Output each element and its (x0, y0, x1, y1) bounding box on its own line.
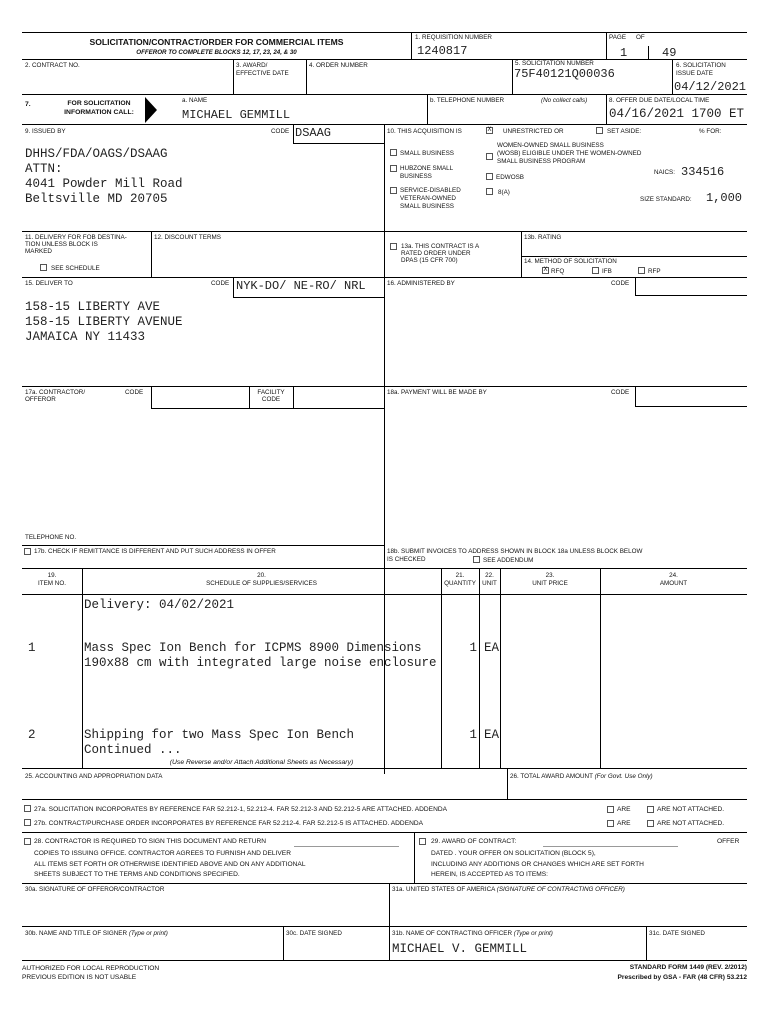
reverse-note: (Use Reverse and/or Attach Additional Sheets as Necessary) (169, 759, 354, 766)
see-addendum-label: SEE ADDENDUM (483, 557, 534, 564)
29-body: DATED . YOUR OFFER ON SOLICITATION (BLOCK 5), INCLUDING ANY ADDITIONS OR CHANGES WHICH ARE SET FORTH HEREIN, IS ACCEPTED AS TO ITEMS: (431, 850, 644, 879)
deliver-code-label: CODE (211, 280, 230, 287)
28-body: COPIES TO ISSUING OFFICE. CONTRACTOR AGREES TO FURNISH AND DELIVER ALL ITEMS SET FORTH OR OTHERWISE IDENTIFIED ABOVE AND ON ANY ADDITIONAL SHEETS SUBJECT TO THE TERMS AND CONDITIONS SPECIFIED. (34, 850, 306, 879)
solicitation-number-label: 5. SOLICITATION NUMBER (515, 60, 594, 67)
solicitation-issue-date[interactable]: 04/12/2021 (674, 80, 747, 94)
contractor-code-label: CODE (125, 389, 144, 396)
29-offer-label: OFFER (717, 838, 740, 845)
unrestricted-label: UNRESTRICTED OR (503, 128, 564, 135)
27b-are-label: ARE (617, 820, 631, 827)
contracting-officer-name[interactable]: MICHAEL V. GEMMILL (392, 942, 528, 956)
signature-31a-label: 31a. UNITED STATES OF AMERICA (SIGNATURE OF CONTRACTING OFFICER) (392, 886, 625, 893)
rfp-label: RFP (648, 268, 661, 275)
hubzone-checkbox[interactable] (390, 165, 397, 172)
small-business-checkbox[interactable] (390, 149, 397, 156)
27a-label: 27a. SOLICITATION INCORPORATES BY REFERENCE FAR 52.212-1, 52.212-4. FAR 52.212-3 AND 52.212-5 ARE ATTACHED. ADDENDA (34, 806, 447, 813)
date-31c-label: 31c. DATE SIGNED (649, 930, 705, 937)
issued-code[interactable]: DSAAG (295, 126, 332, 140)
requisition-number[interactable]: 1240817 (417, 44, 468, 58)
item-number: 2 (28, 728, 36, 742)
item-description: Shipping for two Mass Spec Ion Bench Continued ... (84, 728, 355, 757)
eight-a-checkbox[interactable] (486, 188, 493, 195)
item-unit: EA (484, 728, 500, 742)
block7-number: 7. (25, 101, 31, 108)
see-schedule-label: SEE SCHEDULE (51, 265, 100, 272)
27a-are-label: ARE (617, 806, 631, 813)
set-aside-label: SET ASIDE: (607, 128, 642, 135)
percent-for-label: % FOR: (699, 128, 722, 135)
invoice-label: 18b. SUBMIT INVOICES TO ADDRESS SHOWN IN BLOCK 18a UNLESS BLOCK BELOW IS CHECKED (387, 548, 643, 563)
acquisition-label: 10. THIS ACQUISITION IS (387, 128, 462, 135)
form-number: STANDARD FORM 1449 (REV. 2/2012) (629, 964, 747, 971)
delivery-date: Delivery: 04/02/2021 (84, 598, 235, 612)
remittance-label: 17b. CHECK IF REMITTANCE IS DIFFERENT AND PUT SUCH ADDRESS IN OFFER (34, 548, 276, 555)
form-subtitle: OFFEROR TO COMPLETE BLOCKS 12, 17, 23, 24, & 30 (136, 49, 297, 56)
telephone-no-label: TELEPHONE NO. (25, 534, 77, 541)
item-unit: EA (484, 641, 500, 655)
27a-are-not-label: ARE NOT ATTACHED. (657, 806, 725, 813)
page-label: PAGE (609, 34, 627, 41)
name-31b-label: 31b. NAME OF CONTRACTING OFFICER (Type or print) (392, 930, 553, 937)
ifb-label: IFB (602, 268, 612, 275)
sdvosb-label: SERVICE-DISABLED VETERAN-OWNED SMALL BUSINESS (400, 187, 461, 211)
naics-code[interactable]: 334516 (681, 165, 725, 179)
27b-are-not-checkbox[interactable] (647, 820, 654, 827)
29-label: 29. AWARD OF CONTRACT: (431, 838, 517, 845)
schedule-header: 20. SCHEDULE OF SUPPLIES/SERVICES (206, 572, 317, 588)
see-addendum-checkbox[interactable] (473, 556, 480, 563)
28-checkbox[interactable] (24, 838, 31, 845)
item-quantity: 1 (469, 641, 477, 655)
page-total: 49 (662, 46, 677, 60)
payment-code-label: CODE (611, 389, 630, 396)
rfp-checkbox[interactable] (638, 267, 645, 274)
hubzone-label: HUBZONE SMALL BUSINESS (400, 165, 454, 181)
form-title: SOLICITATION/CONTRACT/ORDER FOR COMMERCIAL ITEMS (89, 37, 344, 47)
signature-30a-label: 30a. SIGNATURE OF OFFEROR/CONTRACTOR (25, 886, 165, 893)
edwosb-label: EDWOSB (496, 174, 524, 181)
wosb-checkbox[interactable] (486, 153, 493, 160)
payment-label: 18a. PAYMENT WILL BE MADE BY (387, 389, 487, 396)
29-checkbox[interactable] (419, 838, 426, 845)
contact-name[interactable]: MICHAEL GEMMILL (182, 108, 291, 122)
issued-by-label: 9. ISSUED BY (25, 128, 66, 135)
size-standard-label: SIZE STANDARD: (640, 196, 692, 203)
set-aside-checkbox[interactable] (596, 127, 603, 134)
of-label: OF (636, 34, 645, 41)
item-number: 1 (28, 641, 36, 655)
small-business-label: SMALL BUSINESS (400, 150, 455, 157)
name-30b-label: 30b. NAME AND TITLE OF SIGNER (Type or print) (25, 930, 168, 937)
no-collect-calls-note: (No collect calls) (541, 97, 588, 104)
administered-code-label: CODE (611, 280, 630, 287)
total-award-label: 26. TOTAL AWARD AMOUNT (For Govt. Use Only) (510, 773, 653, 780)
edwosb-checkbox[interactable] (486, 173, 493, 180)
27b-are-not-label: ARE NOT ATTACHED. (657, 820, 725, 827)
rated-order-label: 13a. THIS CONTRACT IS A RATED ORDER UNDER DPAS (15 CFR 700) (401, 243, 480, 265)
item-no-header: 19. ITEM NO. (38, 572, 66, 588)
ifb-checkbox[interactable] (592, 267, 599, 274)
27b-label: 27b. CONTRACT/PURCHASE ORDER INCORPORATES BY REFERENCE FAR 52.212-4. FAR 52.212-5 IS ATTACHED. ADDENDA (34, 820, 424, 827)
arrow-right-icon (145, 97, 157, 123)
issued-code-label: CODE (271, 128, 290, 135)
page-number: 1 (620, 46, 628, 60)
telephone-label: b. TELEPHONE NUMBER (430, 97, 505, 104)
method-label: 14. METHOD OF SOLICITATION (524, 258, 617, 265)
deliver-code[interactable]: NYK-DO/ NE-RO/ NRL (236, 279, 366, 293)
unit-header: 22. UNIT (482, 572, 497, 588)
facility-code-label: FACILITY CODE (257, 389, 285, 404)
solicitation-info-label: FOR SOLICITATION INFORMATION CALL: (64, 100, 134, 116)
offer-due-date[interactable]: 04/16/2021 1700 ET (609, 107, 745, 121)
offer-due-label: 8. OFFER DUE DATE/LOCAL TIME (609, 97, 710, 104)
item-quantity: 1 (469, 728, 477, 742)
quantity-header: 21. QUANTITY (444, 572, 476, 588)
unrestricted-checkbox[interactable]: X (487, 127, 492, 133)
discount-terms-label: 12. DISCOUNT TERMS (154, 234, 221, 241)
sdvosb-checkbox[interactable] (390, 187, 397, 194)
27a-are-checkbox[interactable] (607, 806, 614, 813)
27a-checkbox[interactable] (24, 805, 31, 812)
amount-header: 24. AMOUNT (659, 572, 688, 588)
prescribed-by: Prescribed by GSA - FAR (48 CFR) 53.212 (617, 974, 747, 981)
fob-delivery-label: 11. DELIVERY FOR FOB DESTINA- TION UNLESS BLOCK IS MARKED (25, 234, 127, 256)
size-standard[interactable]: 1,000 (706, 191, 743, 205)
contact-name-label: a. NAME (182, 97, 208, 104)
contract-no-label: 2. CONTRACT NO. (25, 62, 80, 69)
contractor-label: 17a. CONTRACTOR/ OFFEROR (25, 389, 86, 404)
award-date-label: 3. AWARD/ EFFECTIVE DATE (236, 62, 289, 78)
solicitation-date-label: 6. SOLICITATION ISSUE DATE (676, 62, 726, 78)
rfq-label: RFQ (551, 268, 565, 275)
accounting-label: 25. ACCOUNTING AND APPROPRIATION DATA (25, 773, 163, 780)
naics-label: NAICS: (654, 169, 675, 176)
date-30c-label: 30c. DATE SIGNED (286, 930, 342, 937)
28-label: 28. CONTRACTOR IS REQUIRED TO SIGN THIS DOCUMENT AND RETURN (34, 838, 267, 845)
item-description: Mass Spec Ion Bench for ICPMS 8900 Dimensions 190x88 cm with integrated large noise enclosure (84, 641, 437, 670)
order-number-label: 4. ORDER NUMBER (309, 62, 368, 69)
requisition-label: 1. REQUISITION NUMBER (415, 34, 492, 41)
rfq-checkbox[interactable]: X (543, 267, 548, 273)
27b-are-checkbox[interactable] (607, 820, 614, 827)
27b-checkbox[interactable] (24, 819, 31, 826)
deliver-to-address: 158-15 LIBERTY AVE 158-15 LIBERTY AVENUE JAMAICA NY 11433 (25, 300, 183, 344)
footer-left: AUTHORIZED FOR LOCAL REPRODUCTION PREVIOUS EDITION IS NOT USABLE (22, 965, 160, 982)
remittance-checkbox[interactable] (24, 548, 31, 555)
27a-are-not-checkbox[interactable] (647, 806, 654, 813)
deliver-to-label: 15. DELIVER TO (25, 280, 73, 287)
issued-by-address: DHHS/FDA/OAGS/DSAAG ATTN: 4041 Powder Mill Road Beltsville MD 20705 (25, 147, 183, 206)
rating-label: 13b. RATING (524, 234, 562, 241)
see-schedule-checkbox[interactable] (40, 264, 47, 271)
wosb-label: WOMEN-OWNED SMALL BUSINESS (WOSB) ELIGIBLE UNDER THE WOMEN-OWNED SMALL BUSINESS PROGRAM (497, 142, 642, 166)
unit-price-header: 23. UNIT PRICE (532, 572, 568, 588)
eight-a-label: 8(A) (498, 189, 510, 196)
rated-order-checkbox[interactable] (390, 243, 397, 250)
administered-by-label: 16. ADMINISTERED BY (387, 280, 455, 287)
solicitation-number[interactable]: 75F40121Q00036 (514, 67, 615, 81)
